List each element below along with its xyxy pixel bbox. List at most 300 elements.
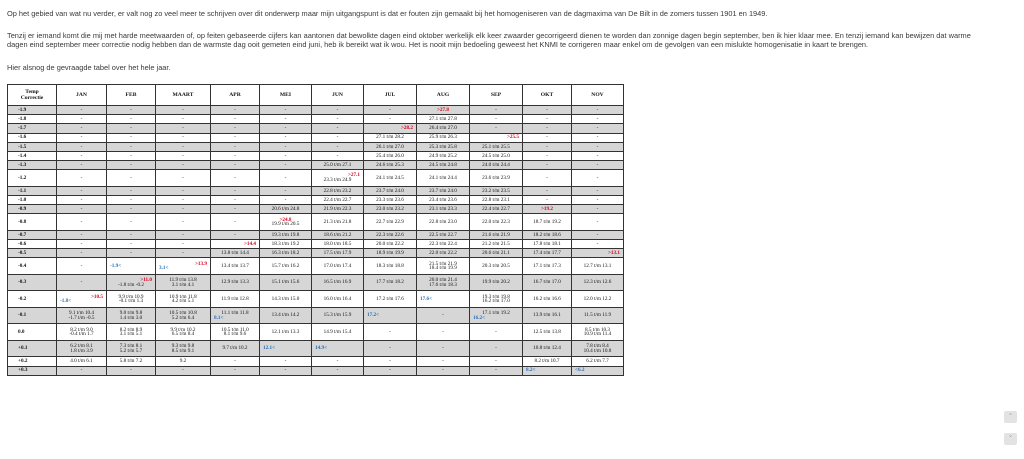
table-cell-apr bbox=[211, 291, 260, 308]
cell-value: >27.8 bbox=[436, 106, 450, 113]
table-row bbox=[8, 124, 624, 133]
cell-value: 23.1 t/m 23.3 bbox=[429, 205, 457, 212]
table-cell-jan bbox=[57, 249, 107, 258]
table-cell-sep bbox=[470, 186, 523, 195]
table-cell-apr bbox=[211, 274, 260, 291]
cell-value: - bbox=[80, 161, 83, 168]
table-cell-aug bbox=[417, 124, 470, 133]
table-cell-apr bbox=[211, 230, 260, 239]
cell-value: 22.0 t/m 22.2 bbox=[429, 250, 457, 257]
table-cell-feb bbox=[107, 274, 156, 291]
table-cell-jul bbox=[364, 366, 417, 375]
cell-value: - bbox=[182, 174, 184, 181]
table-cell-jun bbox=[312, 249, 364, 258]
table-row bbox=[8, 291, 624, 308]
table-cell-sep bbox=[470, 366, 523, 375]
temp-correction-cell: 0.0 bbox=[8, 324, 57, 341]
cell-value: 22.8 t/m 23.0 bbox=[429, 218, 457, 225]
cell-value: 6.2 t/m 8.1 bbox=[70, 343, 93, 350]
table-cell-nov bbox=[572, 357, 624, 366]
cell-value: - bbox=[495, 106, 497, 113]
cell-value: 25.1 t/m 25.5 bbox=[482, 143, 510, 150]
cell-value: 10.9 t/m 11.8 bbox=[169, 293, 197, 300]
table-cell-apr bbox=[211, 357, 260, 366]
table-cell-jun bbox=[312, 133, 364, 142]
cell-value: - bbox=[596, 106, 599, 113]
table-cell-jun bbox=[312, 161, 364, 170]
table-cell-jun bbox=[312, 205, 364, 214]
cell-value: 22.0 t/m 22.3 bbox=[482, 218, 510, 225]
cell-value: - bbox=[182, 367, 184, 374]
cell-value: 26.4 t/m 27.0 bbox=[429, 125, 457, 132]
cell-value: - bbox=[234, 161, 236, 168]
cell-value: 14.9< bbox=[315, 345, 328, 352]
table-cell-mei bbox=[260, 133, 312, 142]
cell-value: - bbox=[389, 328, 391, 335]
cell-value: 11.9 t/m 12.8 bbox=[221, 295, 249, 302]
cell-value: 18.4 t/m 19.9 bbox=[429, 265, 457, 272]
cell-value: 20.0 t/m 21.4 bbox=[429, 277, 457, 284]
cell-value: 5.2 t/m 6.4 bbox=[171, 314, 195, 321]
table-cell-feb bbox=[107, 357, 156, 366]
table-cell-jun bbox=[312, 291, 364, 308]
table-header-row bbox=[8, 85, 624, 106]
table-cell-feb bbox=[107, 124, 156, 133]
table-cell-nov bbox=[572, 142, 624, 151]
table-cell-jan bbox=[57, 357, 107, 366]
table-cell-apr bbox=[211, 124, 260, 133]
table-cell-aug bbox=[417, 106, 470, 115]
cell-value: - bbox=[182, 152, 184, 159]
cell-value: - bbox=[596, 174, 599, 181]
table-cell-okt bbox=[523, 366, 572, 375]
table-cell-sep bbox=[470, 230, 523, 239]
table-cell-mei bbox=[260, 366, 312, 375]
cell-value: -0.4 t/m 1.7 bbox=[69, 331, 94, 338]
cell-value: 15.7 t/m 16.2 bbox=[271, 262, 300, 269]
cell-value: - bbox=[80, 134, 83, 141]
table-row bbox=[8, 307, 624, 324]
cell-value: - bbox=[80, 187, 83, 194]
cell-value: 3.1 t/m 5.1 bbox=[119, 331, 143, 338]
scroll-down-button[interactable] bbox=[1004, 433, 1017, 445]
cell-value: - bbox=[130, 240, 132, 247]
table-cell-jul bbox=[364, 214, 417, 231]
cell-value: - bbox=[336, 143, 339, 150]
header-month-okt: OKT bbox=[523, 85, 572, 106]
cell-value: - bbox=[182, 218, 184, 225]
table-cell-okt bbox=[523, 205, 572, 214]
cell-value: 12.0 t/m 12.2 bbox=[583, 295, 612, 302]
table-cell-nov bbox=[572, 205, 624, 214]
cell-value: >11.0 bbox=[140, 277, 152, 284]
table-cell-nov bbox=[572, 124, 624, 133]
cell-value: 23.6 t/m 23.9 bbox=[482, 174, 510, 181]
temp-correction-cell: -1.1 bbox=[8, 186, 57, 195]
header-correction-label: Correctie bbox=[20, 95, 44, 101]
temp-correction-cell: -1.9 bbox=[8, 106, 57, 115]
table-cell-jan bbox=[57, 161, 107, 170]
cell-value: - bbox=[182, 143, 184, 150]
table-cell-jul bbox=[364, 205, 417, 214]
table-cell-jan bbox=[57, 291, 107, 308]
header-month-nov: NOV bbox=[572, 85, 624, 106]
table-cell-maart bbox=[156, 196, 211, 205]
cell-value: 8.1 t/m 9.6 bbox=[223, 331, 247, 338]
cell-value: 22.4 t/m 22.7 bbox=[482, 205, 510, 212]
cell-value: 12.7 t/m 13.1 bbox=[583, 262, 612, 269]
table-cell-okt bbox=[523, 274, 572, 291]
cell-value: 22.3 t/m 22.6 bbox=[376, 231, 404, 238]
table-cell-feb bbox=[107, 307, 156, 324]
cell-value: - bbox=[80, 125, 83, 132]
temp-correction-cell: -1.5 bbox=[8, 142, 57, 151]
cell-value: - bbox=[80, 218, 83, 225]
table-cell-aug bbox=[417, 249, 470, 258]
cell-value: 12.1 t/m 13.3 bbox=[271, 328, 300, 335]
cell-value: - bbox=[336, 367, 339, 374]
table-cell-jun bbox=[312, 240, 364, 249]
table-cell-mei bbox=[260, 124, 312, 133]
cell-value: 16.0 t/m 16.4 bbox=[323, 295, 352, 302]
temp-correction-cell: -1.2 bbox=[8, 170, 57, 187]
table-cell-sep bbox=[470, 133, 523, 142]
cell-value: 13.4 t/m 13.7 bbox=[221, 262, 249, 269]
table-cell-jul bbox=[364, 240, 417, 249]
cell-value: - bbox=[336, 125, 339, 132]
table-cell-aug bbox=[417, 357, 470, 366]
table-cell-jul bbox=[364, 151, 417, 160]
table-cell-okt bbox=[523, 258, 572, 275]
cell-value: - bbox=[80, 279, 83, 286]
cell-value: - bbox=[80, 115, 83, 122]
cell-value: 10.5 t/m 10.8 bbox=[169, 310, 197, 317]
cell-value: 8.2< bbox=[526, 367, 536, 374]
table-cell-sep bbox=[470, 161, 523, 170]
table-cell-okt bbox=[523, 142, 572, 151]
cell-value: <6.2 bbox=[575, 367, 585, 374]
cell-value: 9.7 t/m 10.2 bbox=[222, 345, 248, 352]
cell-value: 22.7 t/m 22.9 bbox=[376, 218, 404, 225]
table-cell-maart bbox=[156, 142, 211, 151]
cell-value: 13.9 t/m 16.1 bbox=[533, 312, 561, 319]
cell-value: - bbox=[389, 115, 391, 122]
cell-value: 7.8 t/m 8.4 bbox=[586, 343, 609, 350]
cell-value: 14.3 t/m 15.0 bbox=[271, 295, 300, 302]
temp-correction-cell: -0.8 bbox=[8, 214, 57, 231]
table-cell-apr bbox=[211, 151, 260, 160]
cell-value: - bbox=[182, 106, 184, 113]
cell-value: - bbox=[336, 152, 339, 159]
cell-value: - bbox=[80, 174, 83, 181]
table-cell-maart bbox=[156, 357, 211, 366]
cell-value: 21.2 t/m 21.5 bbox=[482, 240, 510, 247]
cell-value: 12.3 t/m 12.6 bbox=[583, 279, 612, 286]
intro-paragraph-2 bbox=[7, 31, 971, 49]
table-cell-mei bbox=[260, 324, 312, 341]
cell-value: - bbox=[80, 143, 83, 150]
table-cell-jan bbox=[57, 151, 107, 160]
cell-value: 23.7 t/m 24.0 bbox=[429, 187, 457, 194]
table-cell-nov bbox=[572, 115, 624, 124]
cell-value: - bbox=[80, 196, 83, 203]
cell-value: - bbox=[596, 240, 599, 247]
table-cell-jun bbox=[312, 340, 364, 357]
table-cell-okt bbox=[523, 170, 572, 187]
cell-value: - bbox=[234, 115, 236, 122]
table-cell-mei bbox=[260, 115, 312, 124]
cell-value: 8.2 t/m 9.0 bbox=[70, 326, 93, 333]
table-cell-sep bbox=[470, 124, 523, 133]
cell-value: - bbox=[80, 205, 83, 212]
table-cell-maart bbox=[156, 258, 211, 275]
table-cell-nov bbox=[572, 186, 624, 195]
cell-value: 12.9 t/m 13.3 bbox=[221, 279, 249, 286]
cell-value: 16.2< bbox=[473, 314, 486, 321]
table-cell-jan bbox=[57, 196, 107, 205]
table-cell-jul bbox=[364, 106, 417, 115]
table-cell-nov bbox=[572, 170, 624, 187]
cell-value: - bbox=[234, 106, 236, 113]
table-cell-sep bbox=[470, 258, 523, 275]
table-cell-maart bbox=[156, 324, 211, 341]
table-cell-aug bbox=[417, 133, 470, 142]
cell-value: - bbox=[546, 115, 548, 122]
table-row bbox=[8, 106, 624, 115]
cell-value: 26.1 t/m 27.0 bbox=[376, 143, 404, 150]
table-cell-okt bbox=[523, 214, 572, 231]
table-cell-apr bbox=[211, 186, 260, 195]
cell-value: 9.3 t/m 9.8 bbox=[171, 343, 195, 350]
cell-value: 20.3 t/m 20.5 bbox=[482, 262, 510, 269]
table-cell-sep bbox=[470, 214, 523, 231]
cell-value: 7.3 t/m 8.1 bbox=[119, 343, 143, 350]
cell-value: 1.8 t/m 3.9 bbox=[70, 347, 93, 354]
table-cell-maart bbox=[156, 186, 211, 195]
cell-value: - bbox=[130, 174, 132, 181]
table-cell-aug bbox=[417, 115, 470, 124]
table-cell-jul bbox=[364, 230, 417, 239]
table-cell-mei bbox=[260, 151, 312, 160]
cell-value: 22.5 t/m 22.7 bbox=[429, 231, 457, 238]
table-cell-aug bbox=[417, 324, 470, 341]
table-row bbox=[8, 186, 624, 195]
table-cell-jul bbox=[364, 142, 417, 151]
cell-value: - bbox=[182, 161, 184, 168]
table-cell-aug bbox=[417, 161, 470, 170]
temp-correction-cell: -0.5 bbox=[8, 249, 57, 258]
header-month-mei: MEI bbox=[260, 85, 312, 106]
cell-value: >28.2 bbox=[400, 125, 413, 132]
cell-value: 18.3 t/m 19.2 bbox=[271, 240, 300, 247]
cell-value: 17.6 t/m 18.3 bbox=[429, 281, 457, 288]
cell-value: - bbox=[182, 125, 184, 132]
table-row bbox=[8, 340, 624, 357]
cell-value: - bbox=[234, 125, 236, 132]
table-cell-jan bbox=[57, 307, 107, 324]
table-cell-jul bbox=[364, 170, 417, 187]
cell-value: - bbox=[546, 174, 548, 181]
table-cell-maart bbox=[156, 161, 211, 170]
cell-value: 21.6 t/m 21.9 bbox=[482, 231, 510, 238]
cell-value: - bbox=[495, 345, 497, 352]
table-cell-nov bbox=[572, 340, 624, 357]
table-cell-apr bbox=[211, 142, 260, 151]
table-cell-maart bbox=[156, 249, 211, 258]
temp-correction-cell: -0.1 bbox=[8, 307, 57, 324]
table-body bbox=[8, 106, 624, 376]
cell-value: 15.3 t/m 15.9 bbox=[323, 312, 352, 319]
cell-value: 5.2 t/m 5.7 bbox=[119, 347, 143, 354]
cell-value: 25.9 t/m 26.3 bbox=[429, 134, 457, 141]
cell-value: - bbox=[130, 161, 132, 168]
table-cell-maart bbox=[156, 230, 211, 239]
cell-value: 8.1< bbox=[214, 314, 224, 321]
table-cell-jan bbox=[57, 258, 107, 275]
cell-value: - bbox=[182, 196, 184, 203]
temp-correction-cell: -0.7 bbox=[8, 230, 57, 239]
table-cell-apr bbox=[211, 205, 260, 214]
cell-value: - bbox=[130, 106, 132, 113]
cell-value: 24.0 t/m 24.4 bbox=[482, 161, 510, 168]
cell-value: - bbox=[130, 367, 132, 374]
table-cell-jul bbox=[364, 196, 417, 205]
cell-value: 3.1 t/m 4.1 bbox=[171, 281, 195, 288]
cell-value: >19.2 bbox=[540, 205, 554, 212]
table-row bbox=[8, 324, 624, 341]
cell-value: 6.2 t/m 7.7 bbox=[586, 358, 609, 365]
table-row bbox=[8, 133, 624, 142]
cell-value: - bbox=[284, 174, 287, 181]
table-cell-jul bbox=[364, 307, 417, 324]
table-cell-aug bbox=[417, 142, 470, 151]
cell-value: - bbox=[596, 231, 599, 238]
cell-value: 24.6 t/m 25.3 bbox=[376, 161, 404, 168]
cell-value: 8.2 t/m 10.7 bbox=[534, 358, 560, 365]
table-cell-maart bbox=[156, 340, 211, 357]
cell-value: - bbox=[130, 196, 132, 203]
table-cell-jun bbox=[312, 366, 364, 375]
table-cell-sep bbox=[470, 115, 523, 124]
table-cell-mei bbox=[260, 106, 312, 115]
table-cell-nov bbox=[572, 240, 624, 249]
cell-value: - bbox=[234, 358, 236, 365]
table-cell-nov bbox=[572, 196, 624, 205]
table-cell-jan bbox=[57, 170, 107, 187]
cell-value: - bbox=[234, 152, 236, 159]
cell-value: 13.8 t/m 14.4 bbox=[221, 250, 249, 257]
temp-correction-cell: -1.0 bbox=[8, 196, 57, 205]
table-cell-maart bbox=[156, 214, 211, 231]
table-cell-nov bbox=[572, 161, 624, 170]
table-cell-sep bbox=[470, 307, 523, 324]
cell-value: 24.5 t/m 25.0 bbox=[482, 152, 510, 159]
cell-value: - bbox=[546, 152, 548, 159]
cell-value: - bbox=[596, 143, 599, 150]
cell-value: 23.3 t/m 24.9 bbox=[323, 177, 352, 184]
table-cell-okt bbox=[523, 161, 572, 170]
table-cell-sep bbox=[470, 170, 523, 187]
header-month-aug: AUG bbox=[417, 85, 470, 106]
table-cell-sep bbox=[470, 106, 523, 115]
table-row bbox=[8, 142, 624, 151]
table-cell-feb bbox=[107, 240, 156, 249]
table-cell-jul bbox=[364, 324, 417, 341]
table-cell-jan bbox=[57, 124, 107, 133]
table-cell-jan bbox=[57, 366, 107, 375]
cell-value: - bbox=[442, 358, 444, 365]
cell-value: -0.1 t/m 1.3 bbox=[118, 298, 144, 305]
table-cell-jul bbox=[364, 340, 417, 357]
table-cell-sep bbox=[470, 142, 523, 151]
cell-value: - bbox=[596, 205, 599, 212]
header-month-jun: JUN bbox=[312, 85, 364, 106]
table-cell-feb bbox=[107, 249, 156, 258]
table-cell-feb bbox=[107, 230, 156, 239]
cell-value: -1.8< bbox=[60, 298, 72, 305]
scroll-up-button[interactable] bbox=[1004, 411, 1017, 423]
cell-value: - bbox=[182, 250, 184, 257]
cell-value: - bbox=[80, 367, 83, 374]
cell-value: - bbox=[130, 115, 132, 122]
table-row bbox=[8, 205, 624, 214]
cell-value: 27.1 t/m 27.8 bbox=[429, 115, 457, 122]
table-cell-jun bbox=[312, 214, 364, 231]
header-month-apr: APR bbox=[211, 85, 260, 106]
table-cell-aug bbox=[417, 214, 470, 231]
cell-value: - bbox=[182, 240, 184, 247]
table-cell-nov bbox=[572, 324, 624, 341]
cell-value: 25.0 t/m 27.1 bbox=[323, 161, 352, 168]
table-cell-apr bbox=[211, 196, 260, 205]
table-cell-sep bbox=[470, 340, 523, 357]
table-cell-feb bbox=[107, 196, 156, 205]
cell-value: 12.5 t/m 13.8 bbox=[533, 328, 561, 335]
table-cell-jul bbox=[364, 186, 417, 195]
cell-value: - bbox=[80, 231, 83, 238]
table-cell-aug bbox=[417, 258, 470, 275]
temp-correction-cell: -1.8 bbox=[8, 115, 57, 124]
cell-value: 8.5 t/m 10.3 bbox=[584, 326, 611, 333]
cell-value: >24.8 bbox=[279, 216, 292, 223]
table-cell-jan bbox=[57, 240, 107, 249]
cell-value: 18.0 t/m 18.5 bbox=[323, 240, 352, 247]
table-cell-jul bbox=[364, 258, 417, 275]
table-cell-sep bbox=[470, 357, 523, 366]
cell-value: - bbox=[182, 134, 184, 141]
table-cell-apr bbox=[211, 324, 260, 341]
header-temp-correction bbox=[8, 85, 57, 106]
table-cell-jan bbox=[57, 230, 107, 239]
header-month-jan: JAN bbox=[57, 85, 107, 106]
cell-value: - bbox=[284, 161, 287, 168]
cell-value: -1.7 t/m -0.5 bbox=[68, 314, 95, 321]
cell-value: 19.9 t/m 20.2 bbox=[482, 279, 510, 286]
cell-value: 13.4 t/m 14.2 bbox=[271, 312, 300, 319]
table-cell-aug bbox=[417, 196, 470, 205]
table-cell-jun bbox=[312, 274, 364, 291]
table-cell-feb bbox=[107, 170, 156, 187]
cell-value: 9.0 t/m 9.8 bbox=[119, 310, 143, 317]
header-month-feb: FEB bbox=[107, 85, 156, 106]
table-cell-jan bbox=[57, 340, 107, 357]
table-cell-okt bbox=[523, 196, 572, 205]
table-cell-feb bbox=[107, 151, 156, 160]
table-cell-feb bbox=[107, 133, 156, 142]
cell-value: 21.3 t/m 21.8 bbox=[323, 218, 352, 225]
table-cell-nov bbox=[572, 151, 624, 160]
cell-value: 24.9 t/m 25.2 bbox=[429, 152, 457, 159]
